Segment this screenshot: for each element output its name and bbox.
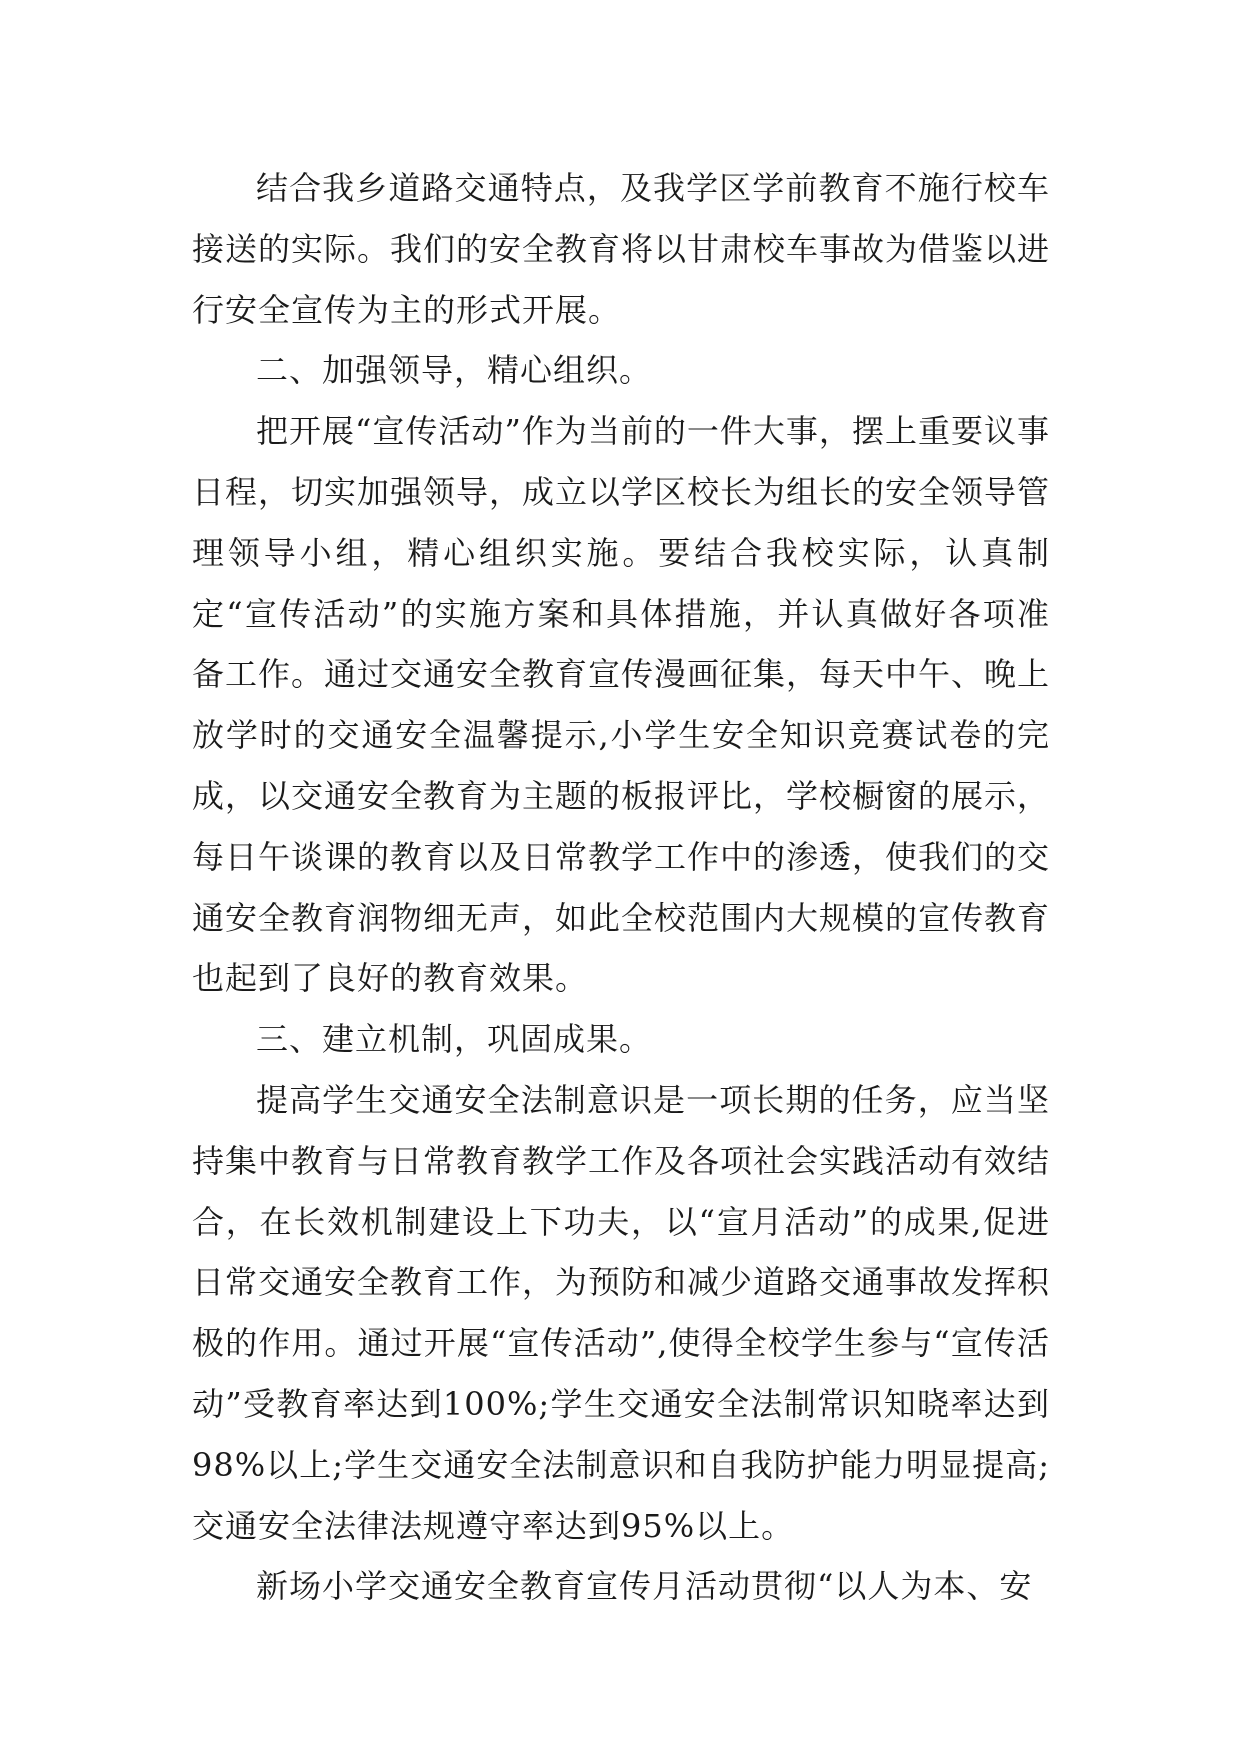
paragraph-leadership: 把开展“宣传活动”作为当前的一件大事，摆上重要议事日程，切实加强领导，成立以学区校长为组长的安全领导管理领导小组，精心组织实施。要结合我校实际，认真制定“宣传活动”的实施方案和具体措施，并认真做好各项准备工作。通过交通安全教育宣传漫画征集，每天中午、晚上放学时的交通安全温馨提示,小学生安全知识竞赛试卷的完成，以交通安全教育为主题的板报评比，学校橱窗的展示，每日午谈课的教育以及日常教学工作中的渗透，使我们的交通安全教育润物细无声，如此全校范围内大规模的宣传教育也起到了良好的教育效果。: [192, 412, 1051, 998]
paragraph-mechanism: 提高学生交通安全法制意识是一项长期的任务，应当坚持集中教育与日常教育教学工作及各项社会实践活动有效结合，在长效机制建设上下功夫，以“宣月活动”的成果,促进日常交通安全教育工作，为预防和减少道路交通事故发挥积极的作用。通过开展“宣传活动”,使得全校学生参与“宣传活动”受教育率达到100%;学生交通安全法制常识知晓率达到98%以上;学生交通安全法制意识和自我防护能力明显提高;交通安全法律法规遵守率达到95%以上。: [192, 1080, 1051, 1545]
section-heading-3: 三、建立机制，巩固成果。: [256, 1020, 653, 1059]
document-body: [192, 158, 1050, 1617]
paragraph-intro: 结合我乡道路交通特点，及我学区学前教育不施行校车接送的实际。我们的安全教育将以甘肃校车事故为借鉴以进行安全宣传为主的形式开展。: [192, 169, 1051, 329]
paragraph-closing: 新场小学交通安全教育宣传月活动贯彻“以人为本、安: [256, 1567, 1033, 1606]
section-heading-2: 二、加强领导，精心组织。: [256, 351, 653, 390]
